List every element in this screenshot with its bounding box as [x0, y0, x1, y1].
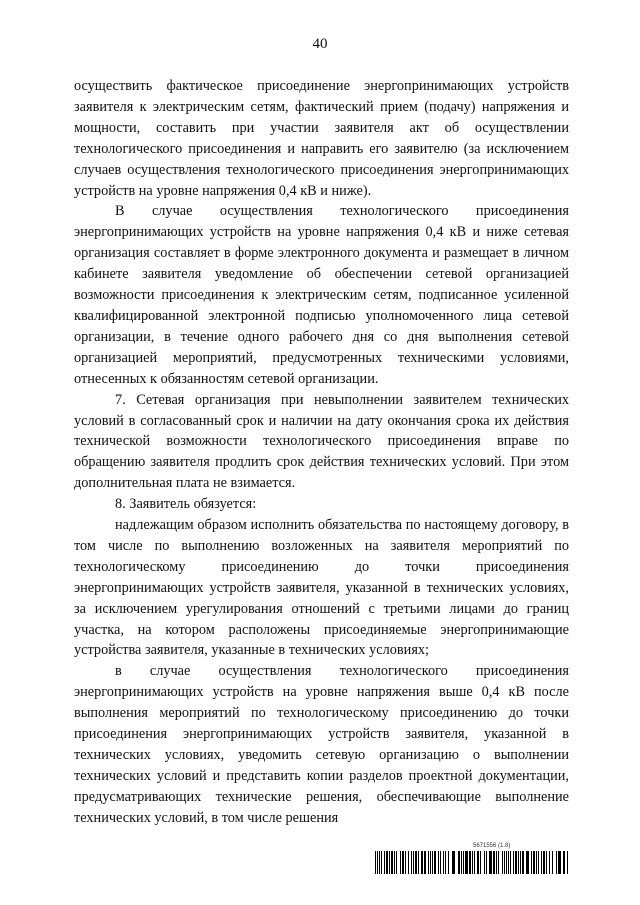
barcode-bar [486, 851, 487, 874]
barcode-bar [526, 851, 529, 874]
barcode-bar [543, 851, 545, 874]
paragraph-4: 8. Заявитель обязуется: [115, 496, 257, 513]
barcode-bar [448, 851, 449, 874]
barcode-bar [484, 851, 485, 874]
barcode-bar [531, 851, 532, 874]
barcode-bar [424, 851, 426, 874]
barcode-bar [480, 851, 481, 874]
barcode-bar [522, 851, 524, 874]
barcode-bar [415, 851, 417, 874]
barcode-bar [515, 851, 517, 874]
barcode-bar [510, 851, 511, 874]
barcode-bar [434, 851, 436, 874]
barcode-bar [549, 851, 550, 874]
barcode-bar [438, 851, 439, 874]
barcode-bar [474, 851, 475, 874]
barcode-bar [411, 851, 412, 874]
paragraph-2: В случае осуществления технологического присоединения энергопринимающих устройств на уровне напряжения 0,4 кВ и ниже сетевая организация составляет в форме электронного документа и размещает в личном кабинете заявителя уведомление об обеспечении сетевой организацией возможности присоединения к электрическим сетям, подписанное усиленной квалифицированной электронной подписью уполномоченного лица сетевой организации, в течение одного рабочего дня со дня выполнения сетевой организацией мероприятий, предусмотренных техническими условиями, отнесенных к обязанностям сетевой организации. [74, 203, 569, 387]
barcode-bar [477, 851, 479, 874]
barcode-bar [381, 851, 382, 874]
barcode-bar [405, 851, 406, 874]
barcode-bar [440, 851, 441, 874]
barcode-bar [469, 851, 471, 874]
barcode-bar [400, 851, 401, 874]
barcode-bar [413, 851, 414, 874]
barcode-bar [533, 851, 535, 874]
barcode-bar [432, 851, 433, 874]
barcode-bar [538, 851, 539, 874]
barcode-bar [546, 851, 547, 874]
barcode-bar [463, 851, 464, 874]
barcode-bar [518, 851, 519, 874]
barcode-bar [472, 851, 473, 874]
barcode-bar [558, 851, 561, 874]
barcode-bar [552, 851, 553, 874]
barcode-bar [513, 851, 514, 874]
barcode-bar [508, 851, 509, 874]
barcode-bar [445, 851, 446, 874]
barcode-image [375, 851, 569, 874]
barcode-bar [563, 851, 565, 874]
barcode-bar [489, 851, 492, 874]
barcode-bar [493, 851, 495, 874]
paragraph-5: надлежащим образом исполнить обязательства по настоящему договору, в том числе по выполнению возложенных на заявителя мероприятий по технологическому присоединению до точки присоединения энергопринимающих устройств заявителя, указанной в технических условиях, за исключением урегулирования отношений с третьими лицами до границ участка, на котором расположены присоединяемые энергопринимающие устройства заявителя, указанные в технических условиях; [74, 517, 569, 659]
body-text [74, 76, 569, 829]
barcode-bar [389, 851, 390, 874]
paragraph-1: осуществить фактическое присоединение энергопринимающих устройств заявителя к электрическим сетям, фактический прием (подачу) напряжения и мощности, составить при участии заявителя акт об осуществлении технологического присоединения и направить его заявителю (за исключением случаев осуществления технологического присоединения энергопринимающих устройств на уровне напряжения 0,4 кВ и ниже). [74, 78, 569, 199]
barcode-bar [506, 851, 507, 874]
barcode-bar [567, 851, 568, 874]
paragraph-3: 7. Сетевая организация при невыполнении заявителем технических условий в согласованный срок и наличии на дату окончания срока их действия технической возможности технологического присоединения вправе по обращению заявителя продлить срок действия технических условий. При этом дополнительная плата не взимается. [74, 391, 569, 492]
barcode-bar [418, 851, 419, 874]
barcode-bar [377, 851, 378, 874]
page-number: 40 [312, 36, 328, 52]
barcode-bar [379, 851, 380, 874]
barcode-bar [402, 851, 404, 874]
paragraph-6: в случае осуществления технологического присоединения энергопринимающих устройств на уровне напряжения выше 0,4 кВ после выполнения мероприятий по технологическому присоединению до точки присоединения энергопринимающих устройств заявителя, указанной в технических условиях, уведомить сетевую организацию о выполнении технических условий и представить копии разделов проектной документации, предусматривающих технические решения, обеспечивающие выполнение технических условий, в том числе решения [74, 663, 569, 826]
barcode-bar [498, 851, 499, 874]
barcode-bar [386, 851, 388, 874]
barcode-bar [520, 851, 521, 874]
barcode-bar [384, 851, 385, 874]
barcode-bar [394, 851, 395, 874]
barcode-bar [443, 851, 444, 874]
barcode-bar [536, 851, 537, 874]
barcode-bar [502, 851, 503, 874]
barcode-bar [541, 851, 542, 874]
barcode-bar [408, 851, 409, 874]
barcode-bar [430, 851, 431, 874]
barcode-bar [496, 851, 497, 874]
barcode-bar [465, 851, 468, 874]
barcode-bar [452, 851, 455, 874]
barcode-bar [428, 851, 429, 874]
barcode-bar [391, 851, 393, 874]
document-code: 5671556 (1.8) [473, 843, 511, 849]
barcode-bar [458, 851, 460, 874]
barcode-bar [396, 851, 397, 874]
barcode-bar [421, 851, 423, 874]
barcode-bar [375, 851, 376, 874]
barcode-bar [556, 851, 557, 874]
barcode-bar [461, 851, 462, 874]
barcode-bar [504, 851, 505, 874]
